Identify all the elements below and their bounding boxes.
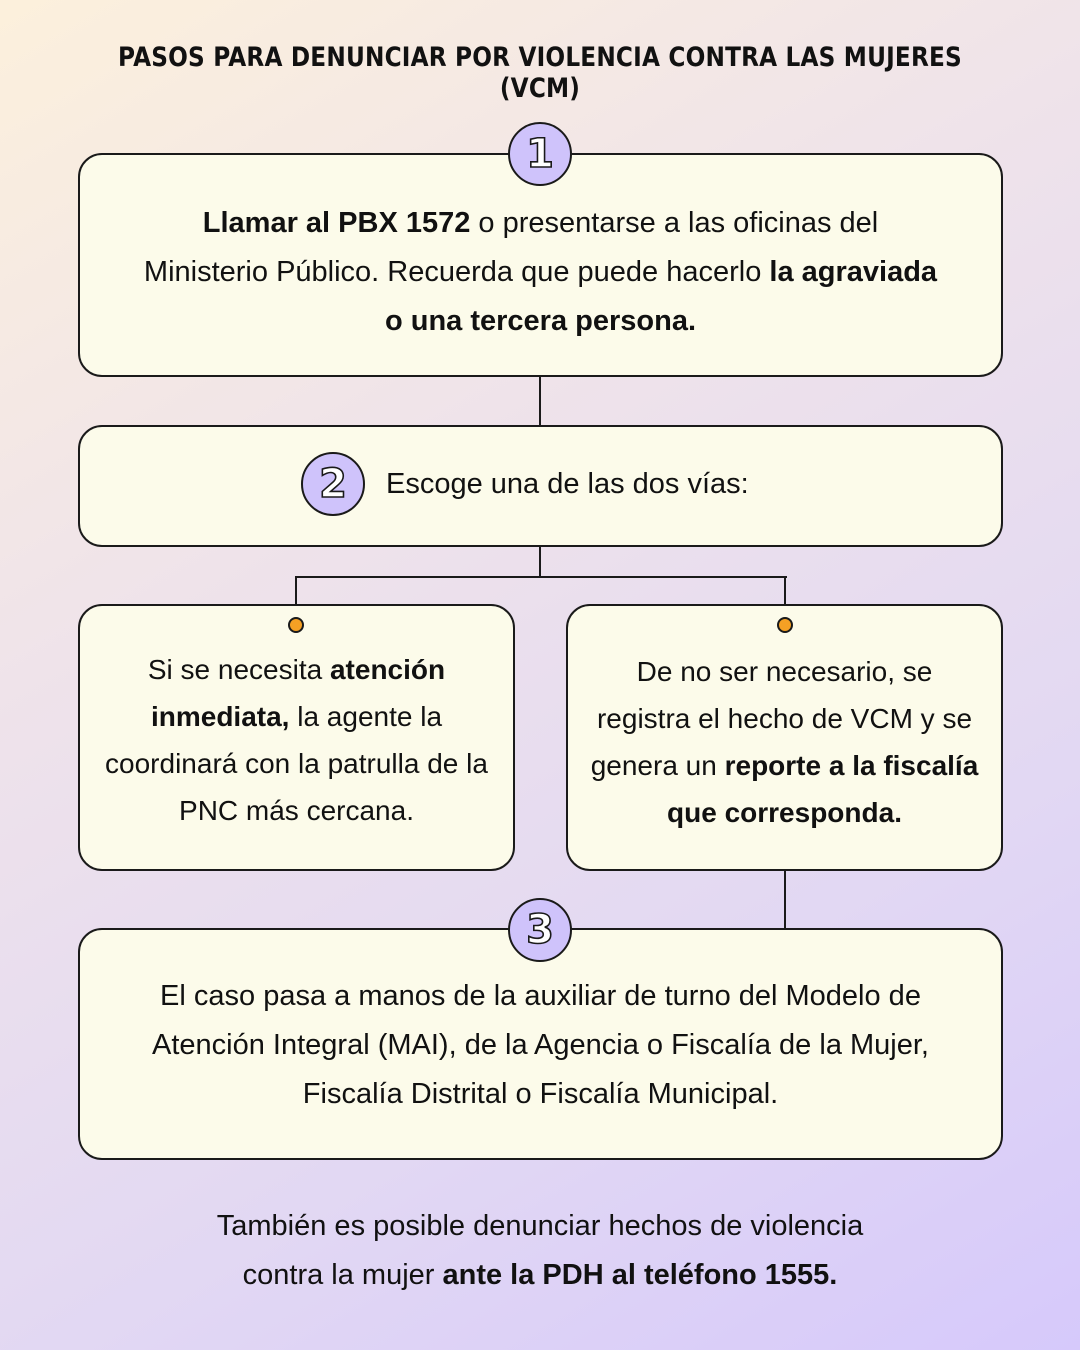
footer-text-a-cont: contra la mujer	[242, 1259, 443, 1291]
step2-number: 2	[319, 461, 347, 507]
option-left-text-a: Si se necesita	[147, 654, 330, 685]
step1-number-badge	[508, 122, 572, 186]
step1-box	[78, 153, 1003, 377]
orange-dot-icon	[777, 617, 793, 633]
option-left-text-bold: atención inmediata,	[150, 654, 446, 732]
step1-text-bold-a: Llamar al PBX 1572	[202, 207, 471, 239]
step1-number: 1	[526, 131, 554, 177]
step3-text: El caso pasa a manos de la auxiliar de turno del Modelo de Atención Integral (MAI), de la Agencia o Fiscalía de la Mujer, Fiscalía Distrital o Fiscalía Municipal.	[152, 980, 929, 1110]
step1-text	[140, 199, 941, 346]
step3-number-badge	[508, 898, 572, 962]
step2-text: Escoge una de las dos vías:	[386, 468, 749, 500]
connector-step1-step2	[539, 375, 541, 427]
step3-number: 3	[526, 907, 554, 953]
option-left-text	[104, 646, 489, 834]
connector-step2-branch	[539, 546, 541, 577]
option-right-text-a: De no ser necesario, se registra el hecho de VCM y se genera un	[590, 656, 973, 781]
footer-text-bold: ante la PDH al teléfono 1555.	[442, 1259, 838, 1291]
step2-number-badge	[301, 452, 365, 516]
option-right-text	[590, 648, 979, 836]
step1-text-bold-c: la agraviada o una tercera persona.	[384, 256, 938, 337]
option-left-text-c: la agente la coordinará con la patrulla de la PNC más cercana.	[105, 701, 488, 826]
option-left-box	[78, 604, 515, 871]
footer-note	[0, 1202, 1080, 1300]
page-title: PASOS PARA DENUNCIAR POR VIOLENCIA CONTRA LAS MUJERES (VCM)	[118, 42, 962, 104]
orange-dot-icon	[288, 617, 304, 633]
step1-text-regular: o presentarse a las oficinas del Ministerio Público. Recuerda que puede hacerlo	[143, 207, 879, 288]
footer-text-a: También es posible denunciar hechos de violencia	[216, 1210, 864, 1242]
option-right-box	[566, 604, 1003, 871]
option-right-text-bold: reporte a la fiscalía que corresponda.	[667, 750, 979, 828]
connector-branch-horizontal	[295, 576, 787, 578]
step3-box	[78, 928, 1003, 1160]
connector-right-step3	[784, 869, 786, 931]
